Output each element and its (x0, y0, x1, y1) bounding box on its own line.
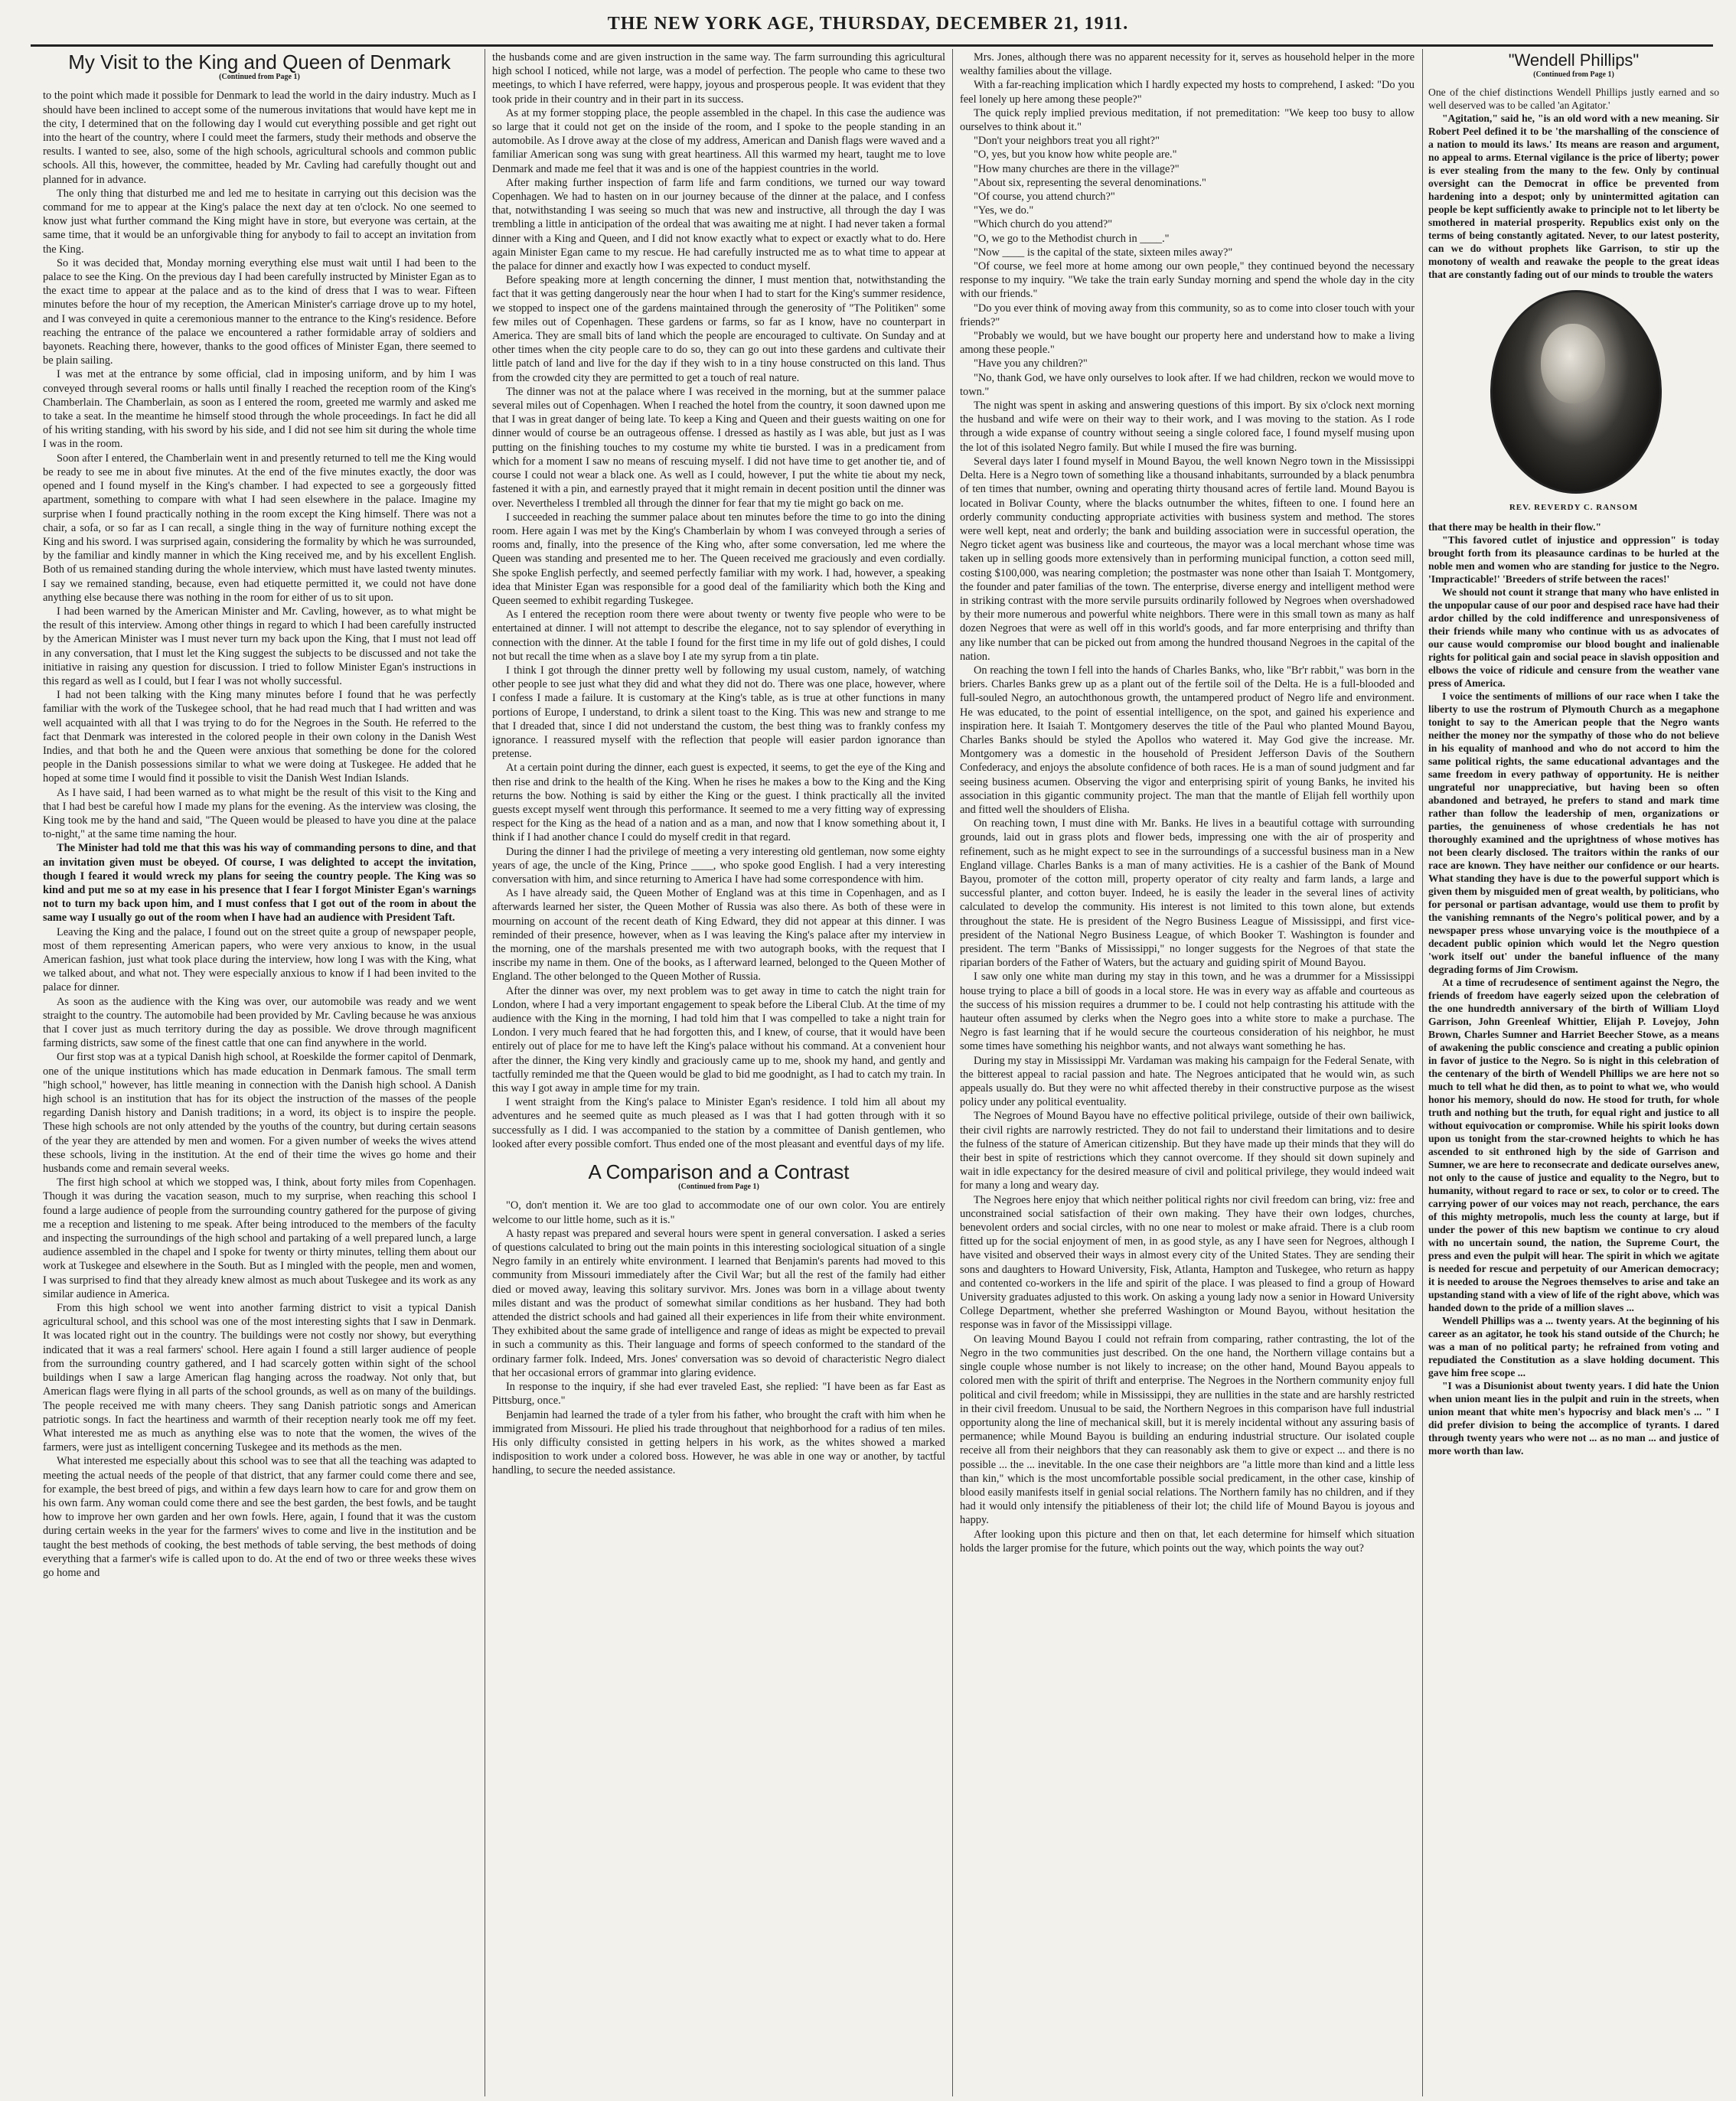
paragraph: At a time of recrudesence of sentiment against the Negro, the friends of freedom have eagerly seized upon the celebration of the one hundredth anniversary of the birth of William Lloyd Garrison, John Greenleaf Whittier, Elijah P. Lovejoy, John Brown, Charles Sumner and Harriet Beecher Stowe, as a means of awakening the public conscience and creating a public opinion in favor of justice to the Negro. So is night in this celebration of the centenary of the birth of Wendell Phillips we are here not so much to tell what he did then, as to point to what we, who would honor his memory, should do now. He stood for truth, for whole truth and nothing but the truth, for equal right and justice to all without equivocation or compromise. While his spirit looks down upon us tonight from the star-crowned heights to which he has ascended to sit enthroned high by the side of Garrison and Sumner, we are here to reconsecrate and dedicate ourselves anew, not only to the cause of justice and equality to the Negro, but to humanity, without regard to race or sex, to color or to creed. The carrying power of our voices may not reach, perchance, the ears of this mighty metropolis, much less the county at large, but if under the power of this new baptism we continue to cry aloud with no uncertain sound, the nation, the Supreme Court, the press and even the pulpit will hear. The spirit in which we agitate is needed for rescue and perpetuity of our American democracy; it is needed to arouse the Negroes themselves to arise and take an upstanding stand with a view of life of the right above, which was handed down to the pride of a million slaves ... (1428, 977, 1719, 1313)
paragraph: One of the chief distinctions Wendell Phillips justly earned and so well deserved was to be called 'an Agitator.' (1428, 86, 1719, 111)
article-subhead: (Continued from Page 1) (1533, 70, 1614, 79)
paragraph: "Of course, you attend church?" (974, 191, 1115, 204)
paragraph: We should not count it strange that many who have enlisted in the unpopular cause of our poor and despised race have had their ardor chilled by the cold indifference and unresponsiveness of their friends while many who continue with us as advocates of our cause would compromise our blood bought and inalienable rights for political gain and social peace in slavish opposition and elbows the voice of ridicule and censure from the weather vane press of America. (1428, 586, 1719, 689)
paragraph: I went straight from the King's palace to Minister Egan's residence. I told him all about my adventures and he seemed quite as much pleased as I was that I had gotten through with it so successfully as I did. I was accompanied to the station by a committee of Danish gentlemen, who looked after every possible comfort. Thus ended one of the most pleasant and eventful days of my life. (492, 1096, 945, 1150)
paragraph: "Now ____ is the capital of the state, sixteen miles away?" (974, 246, 1233, 259)
portrait-caption: REV. REVERDY C. RANSOM (1509, 503, 1639, 512)
paragraph: After the dinner was over, my next problem was to get away in time to catch the night train for London, where I had a very important engagement to speak before the Liberal Club. At the time of my audience with the King in the morning, I had told him that I was compelled to take a night train for London. I very much feared that he had forgotten this, and I knew, of course, that it would have been entirely out of place for me to have left the King's palace without his command. At a convenient hour after the dinner, the King very kindly and graciously came up to me, shook my hand, and gently and tactfully reminded me that the Queen would be glad to bid me goodnight, as I had to catch my train. In this way I got away in ample time for my train. (492, 984, 945, 1095)
paragraph: The Minister had told me that this was his way of commanding persons to dine, and that an invitation given must be obeyed. Of course, I was delighted to accept the invitation, though I feared it would wreck my plans for seeing the country people. The King was so kind and put me so at my ease in his presence that I fear I forgot Minister Egan's warnings not to turn my back upon him, and I must confess that I got out of the room in about the same way I usually go out of the room when I have had an audience with President Taft. (43, 842, 476, 925)
paragraph: After making further inspection of farm life and farm conditions, we turned our way toward Copenhagen. We had to hasten on in our journey because of the dinner at the palace, and I confess that, notwithstanding I was seeing so much that was new and instructive, all through the day I was trembling a little in anticipation of the ordeal that was awaiting me at night. I had never taken a formal dinner with a King and Queen, and I did not know exactly what to expect or exactly what to do. Here again Minister Egan came to my rescue. He had carefully instructed me as to what time to appear at the palace for dinner and exactly how I was expected to conduct myself. (492, 176, 945, 273)
article-headline: A Comparison and a Contrast (588, 1160, 850, 1184)
paragraph: "O, don't mention it. We are too glad to accommodate one of our own color. You are entirely welcome to our little home, such as it is." (492, 1199, 945, 1226)
paragraph: "Of course, we feel more at home among our own people," they continued beyond the necessary response to my inquiry. "We take the train early Sunday morning and spend the whole day in the city with our friends." (960, 260, 1415, 301)
paragraph: From this high school we went into another farming district to visit a typical Danish agricultural school, and this school was one of the most interesting sights that I saw in Denmark. It was located right out in the country. The buildings were not costly nor showy, but everything indicated that it was a real farmers' school. Here again I found a still larger audience of people from the surrounding country gathered, and I had scarcely gotten within sight of the school buildings when I saw a large American flag hanging across the roadway. Not only that, but American flags were flying in all parts of the school grounds, as well as on many of the buildings. The people received me with many cheers. They sang Danish patriotic songs and American patriotic songs. In fact the heartiness and warmth of their reception nearly took me off my feet. What interested me as much as anything else was to note that the women, the wives of the farmers, were just as intelligent concerning Tuskegee and its methods as the men. (43, 1302, 476, 1454)
paragraph: "Probably we would, but we have bought our property here and understand how to make a living among these people." (960, 330, 1415, 357)
paragraph: "This favored cutlet of injustice and oppression" is today brought forth from its pleasaunce cardinas to be hurled at the noble men and women who are standing for justice to the Negro. 'Impracticable!' 'Breeders of strife between the races!' (1428, 534, 1719, 585)
paragraph: to the point which made it possible for Denmark to lead the world in the dairy industry. Much as I should have been inclined to accept some of the numerous invitations that would have kept me in the city, I determined that on the following day I would cut everything possible and get right out into the heart of the country, where I could meet the farmers, study their methods and observe the results. I wanted to see, also, some of the high schools, agricultural schools and common public schools. All this, however, the committee, headed by Mr. Cavling had carefully thought out and planned for in advance. (43, 90, 476, 186)
paragraph: In response to the inquiry, if she had ever traveled East, she replied: "I have been as far East as Pittsburg, once." (492, 1381, 945, 1408)
paragraph: As I entered the reception room there were about twenty or twenty five people who were to be entertained at dinner. I will not attempt to describe the elegance, not to say splendor of everything in connection with the dinner. At the table I found for the first time in my life out of gold dishes, I could not but recall the time when as a slave boy I ate my syrup from a tin plate. (492, 608, 945, 663)
paragraph: "Which church do you attend?" (974, 218, 1113, 231)
paragraph: "O, yes, but you know how white people are." (974, 148, 1177, 161)
paragraph: "I was a Disunionist about twenty years. I did hate the Union when union meant lies in the pulpit and ruin in the streets, when union meant that white men's hypocrisy and black men's ... " I did prefer division to being the accomplice of tyrants. I dared through twenty years who were not ... as no man ... and justice of more worth than law. (1428, 1380, 1719, 1457)
paragraph: "No, thank God, we have only ourselves to look after. If we had children, reckon we would move to town." (960, 371, 1415, 398)
paragraph: As I have said, I had been warned as to what might be the result of this visit to the King and that I had best be careful how I made my plans for the evening. As the interview was closing, the King took me by the hand and said, "The Queen would be pleased to have you dine at the palace to-night," at the same time naming the hour. (43, 786, 476, 841)
paragraph: I voice the sentiments of millions of our race when I take the liberty to use the rostrum of Plymouth Church as a megaphone tonight to say to the American people that the Negro wants neither the money nor the sympathy of those who do not believe in his equality of manhood and who do not accord to him the same political rights, the same educational advantages and the same freedom in every pathway of opportunity. He is neither ungrateful nor unappreciative, but having been so often abandoned and betrayed, he prefers to stand and mark time rather than follow the leadership of men, organizations or parties, the genuineness of whose credentials he has not thoroughly examined and the uprightness of whose motives has not been clearly disclosed. The traitors within the ranks of our race are known. They have neither our confidence or our hearts. What standing they have is due to the powerful support which is given them by misguided men of great wealth, by politicians, who for personal or partisan advantage, would use them to profit by the vanishing remnants of the Negro's political power, and by a newspaper press whose unvarying voice is the mouthpiece of a decadent public opinion which would let the Negro question 'work itself out' under the baneful influence of the many degrading forms of Jim Crowism. (1428, 690, 1719, 975)
column-rule (952, 49, 953, 2096)
paragraph: Wendell Phillips was a ... twenty years. At the beginning of his career as an agitator, he took his stand outside of the Church; he was a man of no political party; he refrained from voting and repudiated the Constitution as a slave holding document. This gave him free scope ... (1428, 1315, 1719, 1378)
article-subhead: (Continued from Page 1) (219, 73, 300, 82)
paragraph: So it was decided that, Monday morning everything else must wait until I had been to the palace to see the King. On the previous day I had been carefully instructed by Minister Egan as to the exact time to appear at the palace and as to the kind of dress that I was to wear. Fifteen minutes before the hour of my reception, the American Minister's carriage drove up to my hotel, and I was conveyed in quite a ceremonious manner to the entrance to the King's residence. Before reaching the entrance of the palace we encountered a rather formidable array of soldiers and bayonets. Reaching there, however, thanks to the good offices of Minister Egan, there seemed to be plain sailing. (43, 256, 476, 367)
paragraph: The Negroes of Mound Bayou have no effective political privilege, outside of their own bailiwick, their civil rights are narrowly restricted. They do not fail to understand their limitations and to desire the fulness of the stature of American citizenship. But they have made up their minds that they will do their best in spite of restrictions which they cannot overcome. If they should sit down supinely and wait in idle expectancy for the desired measure of civil and political privilege, they would indeed wait for many a long and weary day. (960, 1110, 1415, 1192)
paragraph: The dinner was not at the palace where I was received in the morning, but at the summer palace several miles out of Copenhagen. When I reached the hotel from the country, it soon dawned upon me that I was in great danger of being late. To keep a King and Queen and their guests waiting on one for dinner would of course be an outrageous offense. I dressed as hastily as I was able, but just as I was putting on the finishing touches to my costume my white tie bursted. I was in a predicament from which for a moment I saw no means of rescuing myself. I did not have time to get another tie, and of course I could not wear a black one. As well as I could, however, I put the white tie about my neck, fastened it with a pin, and earnestly prayed that it might remain in decent position until the dinner was over. Nevertheless I trembled all through the dinner for fear that my tie might go back on me. (492, 385, 945, 510)
article-subhead: (Continued from Page 1) (678, 1183, 759, 1192)
paragraph: With a far-reaching implication which I hardly expected my hosts to comprehend, I asked: "Do you feel lonely up here among these people?" (960, 79, 1415, 106)
article-headline: "Wendell Phillips" (1508, 51, 1640, 70)
paragraph: The only thing that disturbed me and led me to hesitate in carrying out this decision was the command for me to appear at the King's palace the next day at ten o'clock. No one seemed to know just what further command the King might have in store, but everyone was certain, at the same time, that it would be an unforgivable thing for anybody to fail to accept an invitation from the King. (43, 187, 476, 256)
paragraph: On reaching town, I must dine with Mr. Banks. He lives in a beautiful cottage with surrounding grounds, laid out in grass plots and flower beds, impressing one with the air of prosperity and refinement, such as he might expect to see in the surroundings of a successful business man in a New England village. Charles Banks is a man of many activities. He is a cashier of the Bank of Mound Bayou, promoter of the cotton mill, property operator of city realty and farm lands, a large and successful planter, and cotton buyer. Indeed, he is easily the leader in the several lines of activity calculated to develop the community. His interest is not limited to this town alone, but extends throughout the state. He is president of the Negro Business League of Mississippi, and first vice-president of the National Negro Business League, of which Booker T. Washington is founder and president. The term "Banks of Mississippi," no longer suggests for the Negroes of that state the riparian borders of the Father of Waters, but the actuary and guiding spirit of Mound Bayou. (960, 817, 1415, 970)
portrait-illustration (1478, 290, 1669, 497)
paragraph: I had not been talking with the King many minutes before I found that he was perfectly familiar with the work of the Tuskegee school, that he had read much that I had written and was well acquainted with all that I was trying to do for the Negroes in the South. He referred to the fact that Denmark was interested in the colored people in their own colony in the Danish West Indies, and that both he and the Queen were anxious that something be done for the colored people in the Danish possessions similar to what we were doing at Tuskegee. He added that he hoped at some time I would find it possible to visit the Danish West Indian Islands. (43, 689, 476, 785)
paragraph: "Yes, we do." (974, 204, 1034, 217)
paragraph: "Do you ever think of moving away from this community, so as to come into closer touch with your friends?" (960, 302, 1415, 328)
paragraph: "How many churches are there in the village?" (974, 162, 1180, 175)
paragraph: As at my former stopping place, the people assembled in the chapel. In this case the audience was so large that it could not get on the inside of the room, and I spoke to the people standing in an automobile. As I drove away at the close of my address, American and Danish flags were waved and a familiar American song was sung with great heartiness. All this warmed my heart, taught me to love Denmark and made me feel that it was and is one of the happiest countries in the world. (492, 106, 945, 175)
paragraph: I think I got through the dinner pretty well by following my usual custom, namely, of watching other people to see just what they did and what they did not do. There was one place, however, where I confess I made a failure. It is customary at the King's table, as is true at other functions in many portions of Europe, I understand, to drink a silent toast to the King. This was new and strange to me that I dreaded that, since I did not understand the custom, the best thing was to frankly confess my ignorance. I reassured myself with the reflection that people will easier pardon ignorance than pretense. (492, 664, 945, 761)
paragraph: "Have you any children?" (974, 357, 1088, 370)
paragraph: What interested me especially about this school was to see that all the teaching was adapted to meeting the actual needs of the people of that district, that any farmer could come there and see, for example, the best breed of pigs, and within a few days learn how to care for and grow them on his own farm. Any woman could come there and see the best garden, the best fowls, and be taught how to improve her own garden and her own fowls. Here, again, I found that it was the custom during certain weeks in the year for the farmers' wives to come and live in the institution and be taught the best methods of cooking, the best methods of table serving, the best methods of doing everything that a farmer's wife is called upon to do. At the end of two or three weeks these wives go home and (43, 1455, 476, 1579)
paragraph: The night was spent in asking and answering questions of this import. By six o'clock next morning the husband and wife were on their way to their work, and I was moving to the station. As I rode through a wide expanse of country without seeing a single colored face, I found myself musing upon the lot of this isolated Negro family. But while I mused the fire was burning. (960, 400, 1415, 454)
paragraph: the husbands come and are given instruction in the same way. The farm surrounding this agricultural high school I noticed, while not large, was a model of perfection. The people who came to these two meetings, to which I have referred, were happy, joyous and prosperous people. It was evident that they took pride in their country and in their part in its success. (492, 51, 945, 106)
paragraph: Leaving the King and the palace, I found out on the street quite a group of newspaper people, most of them representing American papers, who were very anxious to know, in the usual American fashion, just what took place during the interview, how long I was with the King, what we talked about, and what not. They were especially anxious to know if I had been invited to the palace for dinner. (43, 925, 476, 994)
paragraph: On reaching the town I fell into the hands of Charles Banks, who, like "Br'r rabbit," was born in the briers. Charles Banks grew up as a plant out of the fertile soil of the Delta. He is a full-blooded and full-souled Negro, an autochthonous growth, the untampered product of Negro life and environment. He was educated, to the point of essential intelligence, on the spot, and gained his experience and inspiration here. It Isaiah T. Montgomery deserves the title of the Paul who planted Mound Bayou, Charles Banks should be styled the Apollos who watered it. May God give the increase. Mr. Montgomery was a domestic in the household of President Jefferson Davis of the Southern Confederacy, and enjoys the absolute confidence of both races. He is a man of sound judgment and far seeing business acumen. Observing the vigor and enterprising spirit of young Banks, he invited his association in this gigantic community project. The man that the mantle of Elijah fell worthily upon and fitted well the shoulders of Elisha. (960, 664, 1415, 816)
paragraph: that there may be health in their flow." (1428, 521, 1602, 533)
paragraph: Our first stop was at a typical Danish high school, at Roeskilde the former capitol of Denmark, one of the unique institutions which has made education in Denmark famous. The small term "high school," however, has little meaning in connection with the Danish high school. A Danish high school is an institution that has for its object the instruction of the masses of the people regarding Danish history and Danish traditions; in a word, its object is to inspire the people. These high schools are not only attended by the youths of the country, but during certain seasons of the year they are attended by men and women. For a given number of weeks the wives attend these schools, living in the institution. At the end of their time the wives go home and their husbands come and remain several weeks. (43, 1051, 476, 1176)
portrait-face (1541, 324, 1605, 403)
paragraph: Mrs. Jones, although there was no apparent necessity for it, serves as household helper in the more wealthy families about the village. (960, 51, 1415, 78)
paragraph: Several days later I found myself in Mound Bayou, the well known Negro town in the Mississippi Delta. Here is a Negro town of something like a thousand inhabitants, surrounded by a black penumbra of ten times that number, owning and operating thirty thousand acres of fertile land. Mound Bayou is located in Bolivar County, where the blacks outnumber the whites, fifteen to one. I found here an orderly community conducting appropriate activities with business system and method. The stores were well kept, neat and orderly; the bank and building association were in successful operation, the Negro ticket agent was business like and courteous, the mayor was a local merchant whose time was taken up in selling goods more extensively than in performing municipal function, a cotton seed mill, costing $100,000, was nearing completion; the postmaster was none other than Isaiah T. Montgomery, the founder and pater familias of the town. The enterprise, diverse energy and intelligent method were in striking contrast with the more servile pursuits ordinarily followed by Negroes when overshadowed by their more numerous and powerful white neighbors. There were in this small town as many as half dozen Negroes that were as well off in this world's goods, and far more enterprising and thrifty than any like number that can be picked out from among the hundred thousand Negroes in the capital of the nation. (960, 455, 1415, 663)
paragraph: Soon after I entered, the Chamberlain went in and presently returned to tell me the King would be ready to see me in about five minutes. At the end of the five minutes exactly, the door was opened and I found myself in the King's chamber. I had expected to see a gorgeously fitted apartment, something to compare with what I had seen elsewhere in the palace. Imagine my surprise when I found practically nothing in the room except the King himself. There was not a chair, a sofa, or so far as I can recall, a single thing in the way of furniture nothing except the King and his sword. I was surprised again, considering the formality by which he was surrounded, by the familiar and kindly manner in which the King received me, and by his excellent English. Both of us remained standing during the whole interview, which must have lasted twenty minutes. I say we remained standing, because, even had etiquette permitted it, we could not have done anything else because there was nothing in the room for either of us to sit upon. (43, 452, 476, 604)
paragraph: Before speaking more at length concerning the dinner, I must mention that, notwithstanding the fact that it was getting dangerously near the hour when I had to start for the King's summer residence, we stopped to inspect one of the gardens maintained through the generosity of "The Politiken" some few miles out of Copenhagen. These gardens or farms, so far as I know, have no counterpart in America. They are small bits of land which the people are encouraged to cultivate. On Sunday and at other times when the city people care to do so, they can go out into these gardens and cultivate their little patch of land and live for the day if they wish to in a tiny house constructed on this land. Thus from the crowded city they are permitted to get a touch of real nature. (492, 274, 945, 384)
paragraph: As soon as the audience with the King was over, our automobile was ready and we went straight to the country. The automobile had been provided by Mr. Cavling because he was anxious that I cover just as much territory during the day as possible. We drove through magnificent farming districts, saw some of the finest cattle that one can find anywhere in the world. (43, 995, 476, 1050)
paragraph: I succeeded in reaching the summer palace about ten minutes before the time to go into the dining room. Here again I was met by the King's Chamberlain by whom I was conveyed through a series of rooms and, finally, into the presence of the King who, after some conversation, led me where the Queen was standing and presented me to her. The Queen received me graciously and even cordially. She spoke English perfectly, and seemed perfectly familiar with my work. I had, however, a speaking idea that Minister Egan was responsible for a good deal of the familiarity which both the King and Queen seemed to exhibit regarding Tuskegee. (492, 511, 945, 607)
paragraph: "O, we go to the Methodist church in ____." (974, 232, 1170, 245)
masthead-rule (31, 44, 1713, 47)
paragraph: "Agitation," said he, "is an old word with a new meaning. Sir Robert Peel defined it to be 'the marshalling of the conscience of a nation to mould its laws.' Its means are reason and argument, no appeal to arms. Eternal vigilance is the price of liberty; power is ever stealing from the many to the few. Only by continual oversight can the Democrat in office be prevented from hardening into a despot; only by unintermitted agitation can people be kept sufficiently awake to principle not to let liberty be smothered in material prosperity. Republics exist only on the terms of being constantly agitated. Never, to our latest posterity, can we do without prophets like Garrison, to stir up the monotony of wealth and reawake the people to the great ideas that are constantly fading out of our minds to trouble the waters (1428, 113, 1719, 280)
paragraph: The first high school at which we stopped was, I think, about forty miles from Copenhagen. Though it was during the vacation season, much to my surprise, when reaching this school I found a large audience of people from the surrounding country gathered for the purpose of giving me a reception and listening to me speak. After being introduced to the members of the faculty and inspecting the surroundings of the high school and partaking of a well prepared lunch, a large audience assembled in the chapel and I spoke for twenty or thirty minutes, telling them about our work at Tuskegee and elsewhere in the South. But as I mingled with the people, men and women, I was surprised to find that they already knew almost as much about Tuskegee and its work as any similar audience in America. (43, 1176, 476, 1300)
paragraph: During the dinner I had the privilege of meeting a very interesting old gentleman, now some eighty years of age, the uncle of the King, Prince ____, who spoke good English. I had a very interesting conversation with him, and since returning to America I have had some correspondence with him. (492, 845, 945, 886)
paragraph: Benjamin had learned the trade of a tyler from his father, who brought the craft with him when he immigrated from Missouri. He plied his trade throughout that neighborhood for a radius of ten miles. His only difficulty consisted in getting helpers in his work, as the whites showed a marked indisposition to work under a colored boss. However, he was able in one way or another, by tactful handling, to secure the needed assistance. (492, 1408, 945, 1477)
paragraph: "Don't your neighbors treat you all right?" (974, 135, 1160, 148)
paragraph: I was met at the entrance by some official, clad in imposing uniform, and by him I was conveyed through several rooms or halls until finally I reached the reception room of the King's Chamberlain. The Chamberlain, as soon as I entered the room, greeted me warmly and asked me to take a seat. In the meantime he himself stood through the whole proceedings. In fact he did all of his writing standing, with his sword by his side, and I did not see him sit during the whole time I was in the room. (43, 368, 476, 451)
page-masthead: THE NEW YORK AGE, THURSDAY, DECEMBER 21, 1911. (607, 14, 1129, 34)
article-column-4 (1428, 51, 1719, 2094)
paragraph: On leaving Mound Bayou I could not refrain from comparing, rather contrasting, the lot of the Negro in the two communities just described. On the one hand, the Northern village contains but a single couple whose number is not likely to increase; on the other hand, Mound Bayou appeals to colored men with the spirit of thrift and enterprise. The Negroes in the Northern community enjoy full political and civil freedom; while in Mississippi, they are nullities in the state and are harshly restricted in their civil freedom. Unusual to be said, the Northern Negroes in this comparison have full industrial opportunity along the line of mechanical skill, but it is merely incidental without any assuring basis of permanence; while Mound Bayou is building an enduring industrial structure. Our isolated couple receive all from their neighbors that they can reasonably ask them to give or expect ... and there is no possible ... the ... inevitable. In the one case their neighbors are "a little more than kind and a little less than kin," which is the most uncomfortable possible social predicament, in the other case, kinship of blood easily manifests itself in genial social relations. The Northern family has no children, and if they had it would only intensify the pitiableness of their lot; the child life of Mound Bayou is joyous and happy. (960, 1333, 1415, 1527)
column-rule (1422, 49, 1423, 2096)
paragraph: I had been warned by the American Minister and Mr. Cavling, however, as to what might be the result of this interview. Among other things in regard to which I had been carefully instructed by the American Minister was I must never turn my back upon the King, that I must not lead off in any conversation, that I must let the King suggest the subjects to be discussed and not take the initiative in raising any question for discussion. I tried to follow Minister Egan's instructions in this regard as well as I could, but I fear I was not wholly successful. (43, 605, 476, 687)
paragraph: As I have already said, the Queen Mother of England was at this time in Copenhagen, and as I afterwards learned her sister, the Queen Mother of Russia was also there. As both of these were in mourning on account of the recent death of King Edward, they did not appear at this dinner. I was reminded of their presence, however, when as I was leaving the King's palace after my interview in the morning, one of the marshals presented me with two autograph books, with the request that I inscribe my name in them. One of the books, as I afterward learned, belonged to the Queen Mother of England. The other belonged to the Queen Mother of Russia. (492, 887, 945, 984)
paragraph: At a certain point during the dinner, each guest is expected, it seems, to get the eye of the King and then rise and drink to the health of the King. When he rises he makes a bow to the King and the King returns the bow. Nothing is said by either the King or the guest. I think practically all the invited guests except myself went through this performance. It seemed to me a very fitting way of expressing respect for the King as the head of a nation and as a man, and now that I know something about it, I think if I had another chance I could do myself credit in that regard. (492, 762, 945, 844)
article-column-3 (960, 51, 1415, 2094)
paragraph: After looking upon this picture and then on that, let each determine for himself which situation holds the larger promise for the future, which points out the way, which points the way out? (960, 1528, 1415, 1555)
paragraph: I saw only one white man during my stay in this town, and he was a drummer for a Mississippi house trying to place a bill of goods in a local store. He was in every way as affable and courteous as the success of his mission requires a drummer to be. I could not help contrasting his attitude with the hauteur often assumed by clerks when the Negro goes into a white store to make a purchase. The Negro is fast learning that if he would secure the courteous consideration of his neighbor, he must some times have something his neighbor wants, and not always want something he has. (960, 971, 1415, 1053)
article-column-2 (492, 51, 945, 2094)
paragraph: During my stay in Mississippi Mr. Vardaman was making his campaign for the Federal Senate, with the bitterest appeal to racial passion and hate. The Negroes anticipated that he would win, as such appeals usually do. But they were no whit affected thereby in their constructive purpose as the wisest policy under any political eventuality. (960, 1054, 1415, 1109)
paragraph: "About six, representing the several denominations." (974, 176, 1206, 189)
paragraph: The Negroes here enjoy that which neither political rights nor civil freedom can bring, viz: free and unconstrained social satisfaction of their own making. They have their own lodges, churches, benevolent orders and social circles, with no one near to molest or make afraid. There is a club room fitted up for the social enjoyment of men, in as good style, as any I have seen for Negroes, although I have visited and observed their ways in almost every city of the United States. They are sending their sons and daughters to Howard University, Fisk, Atlanta, Hampton and Tuskegee, who return as happy and contented co-workers in the life and spirit of the place. I was pleased to find a group of Howard University graduates adjusted to this work. On asking a young lady now a senior in Howard University College Department, whether she preferred Washington or Mound Bayou, without hesitation the response was in favor of the Mississippi village. (960, 1193, 1415, 1332)
paragraph: A hasty repast was prepared and several hours were spent in general conversation. I asked a series of questions calculated to bring out the main points in this interesting sociological situation of a single Negro family in an entirely white environment. I learned that Benjamin's parents had moved to this community from Missouri immediately after the Civil War; but all the rest of the family had either died or moved away, leaving this solitary survivor. Mrs. Jones was born in a village about twenty miles distant and was the product of somewhat similar conditions as her husband. They had both attended the district schools and had gained all their experiences in life from their white environment. They exhibited about the same grade of intelligence and range of ideas as might be expected to prevail in such a community as this. Their language and forms of speech conformed to the standard of the ordinary farmer folk. Indeed, Mrs. Jones' conversation was so devoid of characteristic Negro dialect that her occasional errors of grammar into glaring evidence. (492, 1227, 945, 1379)
article-column-1 (43, 51, 476, 2094)
paragraph: The quick reply implied previous meditation, if not premeditation: "We keep too busy to allow ourselves to think about it." (960, 106, 1415, 134)
article-headline: My Visit to the King and Queen of Denmark (68, 51, 451, 73)
